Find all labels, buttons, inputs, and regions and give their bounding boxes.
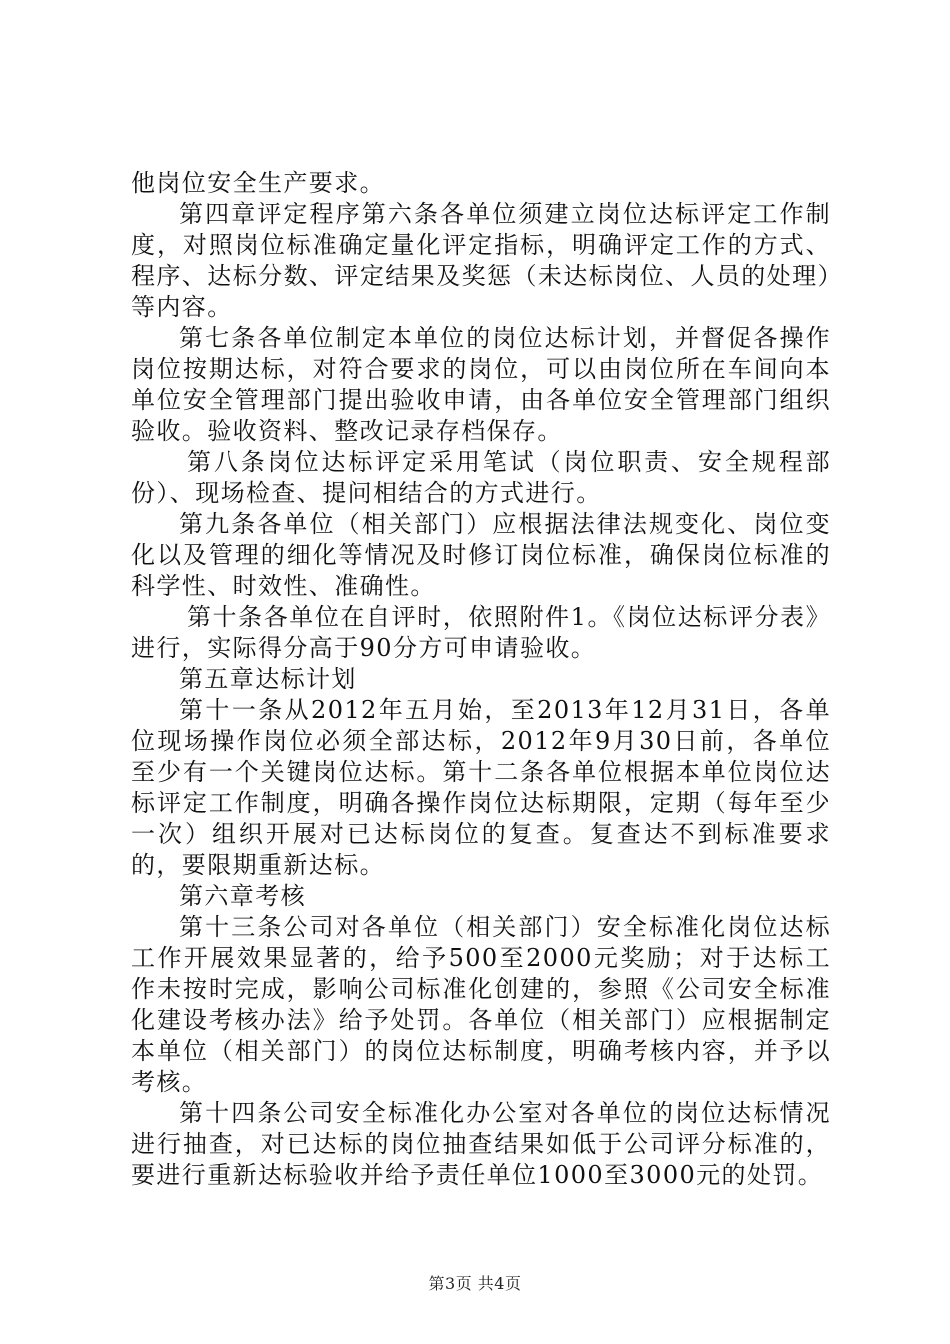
paragraph-article-7: 第七条各单位制定本单位的岗位达标计划，并督促各操作岗位按期达标，对符合要求的岗位，可以由岗位所在车间向本单位安全管理部门提出验收申请，由各单位安全管理部门组织验收。验收资料、整改记录存档保存。 [131, 324, 831, 445]
paragraph-continuation: 他岗位安全生产要求。 [131, 169, 385, 197]
paragraph-article-11-12: 第十一条从2012年五月始，至2013年12月31日，各单位现场操作岗位必须全部达标，2012年9月30日前，各单位至少有一个关键岗位达标。第十二条各单位根据本单位岗位达标评定工作制度，明确各操作岗位达标期限，定期（每年至少一次）组织开展对已达标岗位的复查。复查达不到标准要求的，要限期重新达标。 [131, 696, 831, 879]
page-footer [0, 1274, 950, 1294]
paragraph-article-13: 第十三条公司对各单位（相关部门）安全标准化岗位达标工作开展效果显著的，给予500至2000元奖励；对于达标工作未按时完成，影响公司标准化创建的，参照《公司安全标准化建设考核办法》给予处罚。各单位（相关部门）应根据制定本单位（相关部门）的岗位达标制度，明确考核内容，并予以考核。 [131, 913, 831, 1096]
document-body [131, 168, 831, 1191]
paragraph-article-9: 第九条各单位（相关部门）应根据法律法规变化、岗位变化以及管理的细化等情况及时修订岗位标准，确保岗位标准的科学性、时效性、准确性。 [131, 510, 831, 600]
page-number-label: 第3页 共4页 [428, 1274, 522, 1293]
paragraph-article-6: 第四章评定程序第六条各单位须建立岗位达标评定工作制度，对照岗位标准确定量化评定指标，明确评定工作的方式、程序、达标分数、评定结果及奖惩（未达标岗位、人员的处理）等内容。 [131, 200, 831, 321]
chapter-5-heading: 第五章达标计划 [179, 665, 357, 693]
paragraph-article-8: 第八条岗位达标评定采用笔试（岗位职责、安全规程部份）、现场检查、提问相结合的方式进行。 [131, 448, 831, 507]
paragraph-article-14: 第十四条公司安全标准化办公室对各单位的岗位达标情况进行抽查，对已达标的岗位抽查结果如低于公司评分标准的，要进行重新达标验收并给予责任单位1000至3000元的处罚。 [131, 1099, 831, 1189]
paragraph-article-10: 第十条各单位在自评时，依照附件1。《岗位达标评分表》进行，实际得分高于90分方可申请验收。 [131, 603, 831, 662]
chapter-6-heading: 第六章考核 [179, 882, 306, 910]
